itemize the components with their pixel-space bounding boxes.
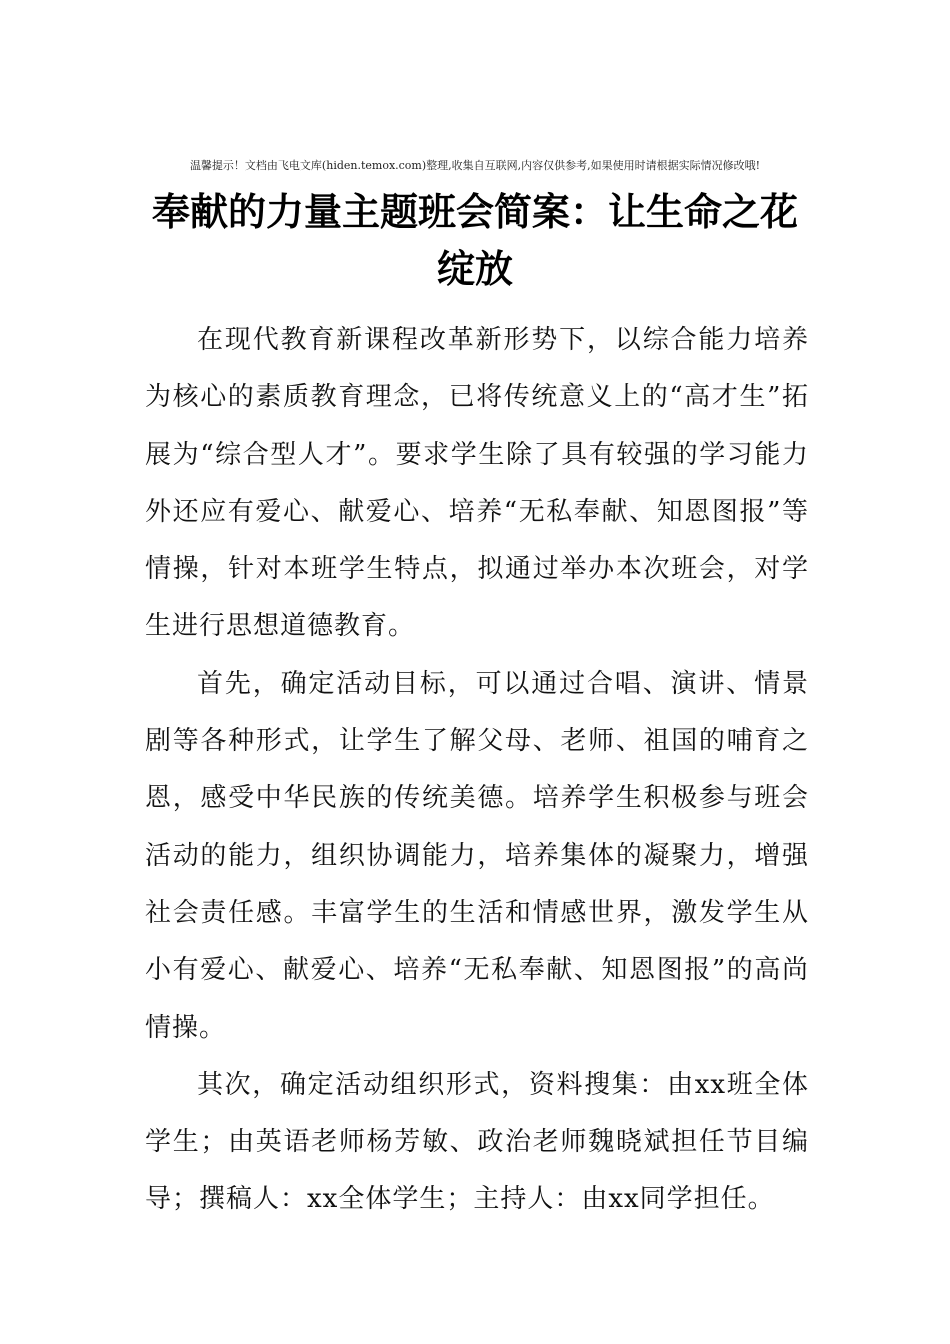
paragraph-organization: 其次，确定活动组织形式，资料搜集：由xx班全体学生；由英语老师杨芳敏、政治老师魏晓斌担任节目编导；撰稿人：xx全体学生；主持人：由xx同学担任。 <box>145 1069 809 1215</box>
paragraph-intro: 在现代教育新课程改革新形势下，以综合能力培养为核心的素质教育理念，已将传统意义上的“高才生”拓展为“综合型人才”。要求学生除了具有较强的学习能力外还应有爱心、献爱心、培养“无私奉献、知恩图报”等情操，针对本班学生特点，拟通过举办本次班会，对学生进行思想道德教育。 <box>145 325 809 642</box>
paragraph-goals: 首先，确定活动目标，可以通过合唱、演讲、情景剧等各种形式，让学生了解父母、老师、祖国的哺育之恩，感受中华民族的传统美德。培养学生积极参与班会活动的能力，组织协调能力，培养集体的凝聚力，增强社会责任感。丰富学生的生活和情感世界，激发学生从小有爱心、献爱心、培养“无私奉献、知恩图报”的高尚情操。 <box>145 668 809 1043</box>
document-body <box>145 312 809 1229</box>
download-notice: 温馨提示！文档由飞电文库(hiden.temox.com)整理,收集自互联网,内容仅供参考,如果使用时请根据实际情况修改哦! <box>189 159 761 172</box>
document-title: 奉献的力量主题班会简案：让生命之花绽放 <box>151 190 798 291</box>
